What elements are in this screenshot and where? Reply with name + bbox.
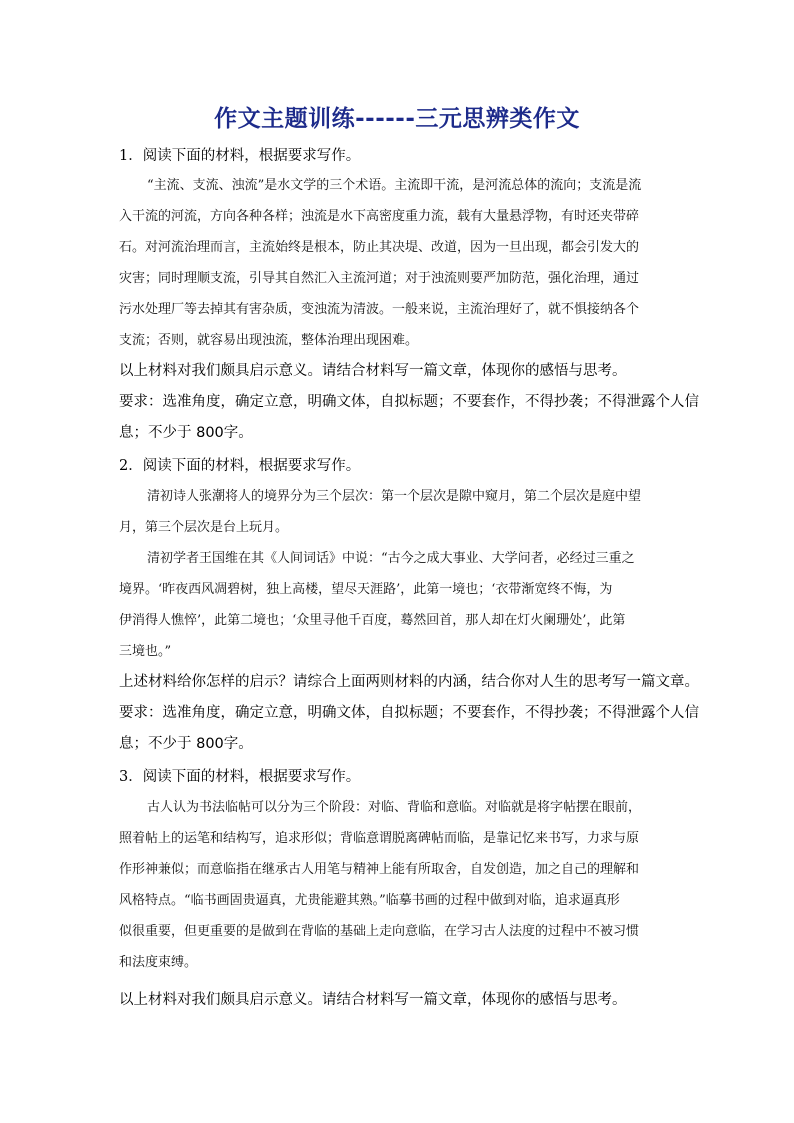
- q3-material-line: 似很重要，但更重要的是做到在背临的基础上走向意临，在学习古人法度的过程中不被习惯: [119, 924, 640, 939]
- q1-requirement-line: 息；不少于 800字。: [119, 425, 253, 441]
- q1-material: [119, 170, 675, 356]
- q1-material-line: 污水处理厂等去掉其有害杂质，变浊流为清波。一般来说，主流治理好了，就不惧接纳各个: [119, 302, 640, 317]
- q2-material-2: [119, 543, 675, 667]
- q3-material-line: 照着帖上的运笔和结构写，追求形似；背临意谓脱离碑帖而临，是靠记忆来书写，力求与原: [119, 831, 640, 846]
- q3-material-line: 作形神兼似；而意临指在继承古人用笔与精神上能有所取舍，自发创造，加之自己的理解和: [119, 862, 640, 877]
- q1-prompt: 以上材料对我们颇具启示意义。请结合材料写一篇文章，体现你的感悟与思考。: [119, 363, 627, 379]
- q3-prompt-block: [119, 985, 679, 1016]
- q3-material: [119, 792, 675, 978]
- q1-material-line: “主流、支流、浊流”是水文学的三个术语。主流即干流，是河流总体的流向；支流是流: [147, 178, 642, 193]
- q2-prompt: 上述材料给你怎样的启示？请综合上面两则材料的内涵，结合你对人生的思考写一篇文章。: [119, 674, 699, 690]
- q2-material-line: 伊消得人憔悴’，此第二境也；‘众里寻他千百度，蓦然回首，那人却在灯火阑珊处’，此第: [119, 613, 626, 628]
- q2-material-line: 清初学者王国维在其《人间词话》中说：“古今之成大事业、大学问者，必经过三重之: [147, 551, 635, 566]
- q1-material-line: 灾害；同时理顺支流，引导其自然汇入主流河道；对于浊流则要严加防范，强化治理，通过: [119, 271, 640, 286]
- q2-requirement-line: 要求：选准角度，确定立意，明确文体，自拟标题；不要套作，不得抄袭；不得泄露个人信: [119, 705, 699, 721]
- q1-material-line: 入干流的河流，方向各种各样；浊流是水下高密度重力流，载有大量悬浮物，有时还夹带碎: [119, 209, 640, 224]
- q3-material-line: 古人认为书法临帖可以分为三个阶段：对临、背临和意临。对临就是将字帖摆在眼前，: [147, 800, 642, 815]
- q2-heading: 2．阅读下面的材料，根据要求写作。: [119, 458, 361, 474]
- q2-material-line: 境界。‘昨夜西风凋碧树，独上高楼，望尽天涯路’，此第一境也；‘衣带渐宽终不悔，为: [119, 582, 613, 597]
- q1-material-line: 支流；否则，就容易出现浊流，整体治理出现困难。: [119, 333, 419, 348]
- q2-material-line: 清初诗人张潮将人的境界分为三个层次：第一个层次是隙中窥月，第二个层次是庭中望: [147, 489, 642, 504]
- q2-requirement-line: 息；不少于 800字。: [119, 736, 253, 752]
- q2-material-line: 月，第三个层次是台上玩月。: [119, 520, 289, 535]
- q3-material-line: 和法度束缚。: [119, 955, 198, 970]
- document-title: 作文主题训练------三元思辨类作文: [214, 106, 580, 132]
- q2-prompt-block: [119, 667, 699, 760]
- q1-material-line: 石。对河流治理而言，主流始终是根本，防止其决堤、改道，因为一旦出现，都会引发大的: [119, 240, 640, 255]
- q2-material-1: [119, 481, 675, 543]
- q3-material-line: 风格特点。“临书画固贵逼真，尤贵能避其熟。”临摹书画的过程中做到对临，追求逼真形: [119, 893, 620, 908]
- q1-requirement-line: 要求：选准角度，确定立意，明确文体，自拟标题；不要套作，不得抄袭；不得泄露个人信: [119, 394, 699, 410]
- q1-heading: 1．阅读下面的材料，根据要求写作。: [119, 148, 361, 164]
- q1-prompt-block: [119, 356, 699, 449]
- q2-material-line: 三境也。”: [119, 644, 172, 659]
- q3-prompt: 以上材料对我们颇具启示意义。请结合材料写一篇文章，体现你的感悟与思考。: [119, 992, 627, 1008]
- q3-heading: 3．阅读下面的材料，根据要求写作。: [119, 769, 361, 785]
